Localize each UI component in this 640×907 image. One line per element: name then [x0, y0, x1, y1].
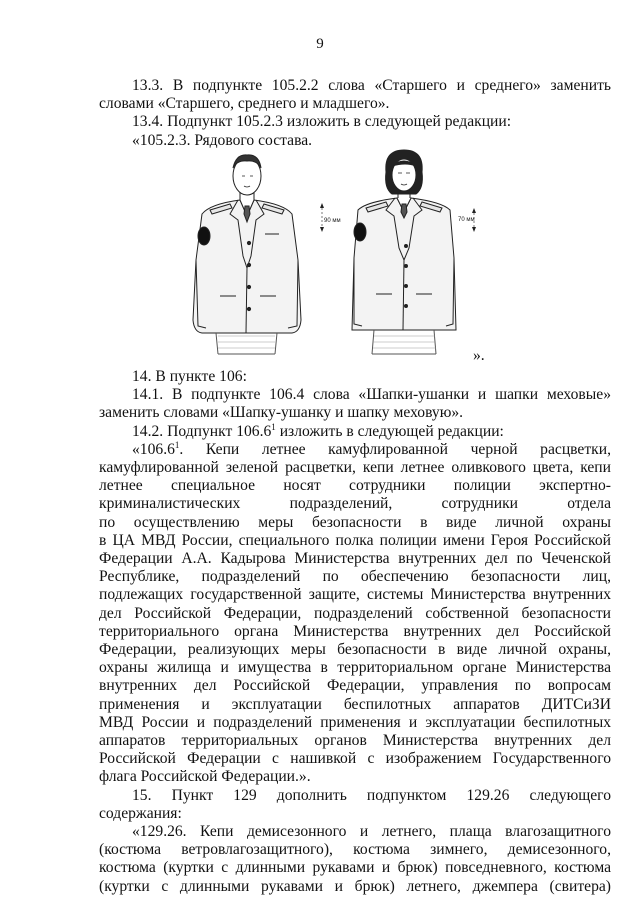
female-measure-label: 70 мм [458, 217, 475, 223]
paragraph-14-2-text-end: изложить в следующей редакции: [275, 422, 504, 440]
paragraph-106-6-line: Российской Федерации с нашивкой с изображением Государственного [99, 750, 611, 768]
paragraph-106-6-line: камуфлированной зеленой расцветки, кепи летнее оливкового цвета, кепи [99, 459, 611, 477]
paragraph-106-6-line: криминалистических подразделений, сотрудники отдела [99, 495, 611, 513]
paragraph-14: 14. В пункте 106: [132, 368, 247, 385]
paragraph-106-6-line: дел Российской Федерации, подразделений собственной безопасности [99, 604, 611, 622]
male-uniform-figure [193, 155, 324, 354]
paragraph-15-line-2: содержания: [99, 804, 182, 822]
paragraph-106-6-line: применения и эксплуатации беспилотных аппаратов ДИТСиЗИ [99, 695, 611, 713]
paragraph-14-2-text: 14.2. Подпункт 106.6 [132, 422, 272, 440]
paragraph-14-2 [99, 423, 611, 441]
paragraph-105-2-3: «105.2.3. Рядового состава. [132, 131, 313, 149]
paragraph-13-4: 13.4. Подпункт 105.2.3 изложить в следующей редакции: [132, 113, 512, 131]
paragraph-106-6-line: в ЦА МВД России, специального полка полиции имени Героя Российской [99, 531, 611, 549]
paragraph-129-26-line: «129.26. Кепи демисезонного и летнего, плаща влагозащитного [132, 823, 611, 841]
paragraph-129-26-line: (костюма ветровлагозащитного), костюма зимнего, демисезонного, [99, 841, 611, 859]
uniform-illustration [180, 148, 500, 370]
paragraph-106-6-line: МВД России и подразделений применения и эксплуатации беспилотных [99, 713, 611, 731]
paragraph-106-6-text: . Кепи летнее камуфлированной черной расцветки, [179, 440, 611, 458]
text-block-main [99, 368, 611, 896]
text-block-top [99, 77, 611, 150]
paragraph-106-6-line: подлежащих государственной защите, системы Министерства внутренних [99, 586, 611, 604]
female-uniform-figure [352, 150, 476, 354]
paragraph-13-3-line-1: 13.3. В подпункте 105.2.2 слова «Старшего и среднего» заменить [132, 77, 611, 94]
paragraph-106-6-line: внутренних дел Российской Федерации, управления по вопросам [99, 677, 611, 695]
paragraph-106-6-line-1 [99, 441, 611, 459]
paragraph-14-1-line-2: заменить словами «Шапку-ушанку и шапку меховую». [99, 404, 464, 422]
page-number: 9 [316, 36, 324, 52]
paragraph-106-6-number: «106.6 [132, 440, 175, 458]
figure-closing-quote: ». [473, 347, 485, 364]
paragraph-129-26-line: костюма (куртки с длинными рукавами и брюк) повседневного, костюма [99, 859, 611, 877]
superscript: 1 [174, 439, 180, 450]
superscript: 1 [271, 421, 276, 432]
paragraph-129-26-line: (куртки с длинными рукавами и брюк) летнего, джемпера (свитера) [99, 877, 611, 895]
uniform-figures-svg [180, 148, 500, 370]
paragraph-14-1-line-1: 14.1. В подпункте 106.4 слова «Шапки-ушанки и шапки меховые» [132, 386, 611, 404]
paragraph-106-6-line: Федерации А.А. Кадырова Министерства внутренних дел по Чеченской [99, 550, 611, 568]
paragraph-106-6-line-last: флага Российской Федерации.». [99, 768, 311, 786]
paragraph-13-3-line-2: словами «Старшего, среднего и младшего». [99, 95, 390, 113]
paragraph-106-6-line: территориального органа Министерства внутренних дел Российской [99, 622, 611, 640]
paragraph-15-line-1: 15. Пункт 129 дополнить подпунктом 129.26 следующего [132, 786, 611, 804]
paragraph-106-6-line: охраны жилища и имущества в территориальном органе Министерства [99, 659, 611, 677]
male-measure-label: 90 мм [324, 218, 341, 224]
paragraph-106-6-line: аппаратов территориальных органов Министерства внутренних дел [99, 732, 611, 750]
paragraph-106-6-line: летнее специальное носят сотрудники полиции экспертно- [99, 477, 611, 495]
paragraph-106-6-line: по осуществлению меры безопасности в виде личной охраны [99, 513, 611, 531]
paragraph-106-6-line: Федерации, реализующих меры безопасности в виде личной охраны, [99, 641, 611, 659]
paragraph-106-6-line: Республике, подразделений по обеспечению безопасности лиц, [99, 568, 611, 586]
